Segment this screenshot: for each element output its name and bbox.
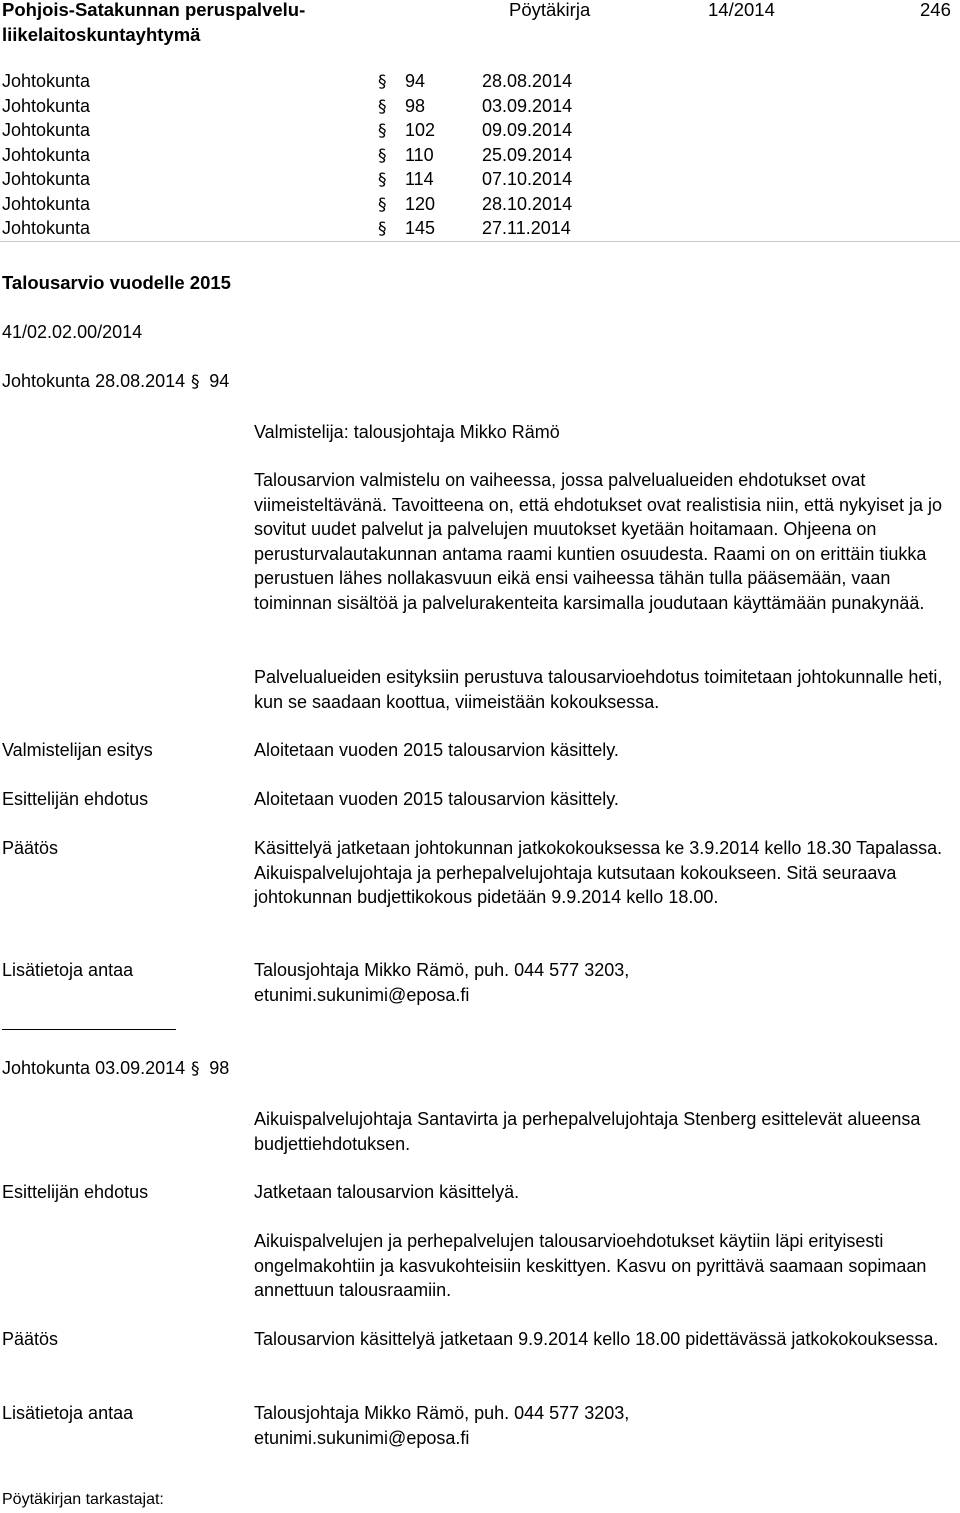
history-paragraph: 120: [405, 193, 436, 214]
divider: [0, 241, 960, 242]
svg-text:§: §: [378, 219, 387, 237]
info-label: Lisätietoja antaa: [2, 1403, 134, 1423]
history-paragraph: 145: [405, 218, 436, 238]
section-icon: [377, 143, 391, 168]
svg-text:§: §: [378, 96, 387, 115]
preparer-proposal: Aloitetaan vuoden 2015 talousarvion käsittely.: [254, 740, 619, 760]
decision-label: Päätös: [2, 1329, 59, 1349]
preparer: Valmistelija: talousjohtaja Mikko Rämö: [254, 422, 560, 442]
section-title: Talousarvio vuodelle 2015: [2, 272, 231, 293]
history-body: Johtokunta: [2, 169, 91, 189]
case-id: 41/02.02.00/2014: [2, 322, 143, 342]
meeting-heading-prefix: Johtokunta 28.08.2014: [2, 371, 186, 391]
svg-text:§: §: [378, 145, 387, 164]
history-paragraph: 102: [405, 120, 436, 140]
body-paragraph: Aikuispalvelujohtaja Santavirta ja perhepalvelujohtaja Stenberg esittelevät alueensa budjettiehdotuksen.: [254, 1109, 921, 1154]
meeting-heading-paragraph: 94: [209, 371, 230, 391]
meeting-heading-paragraph: 98: [209, 1058, 230, 1078]
organization-name: Pohjois-Satakunnan peruspalvelu-liikelaitoskuntayhtymä: [2, 0, 306, 45]
presenter-proposal-label: Esittelijän ehdotus: [2, 1182, 149, 1202]
section-icon: [377, 192, 391, 217]
section-icon: [377, 94, 391, 119]
decision-label: Päätös: [2, 838, 59, 858]
section-icon: [190, 1058, 204, 1078]
history-date: 09.09.2014: [482, 120, 573, 140]
history-date: 27.11.2014: [482, 218, 571, 238]
presenter-proposal-label: Esittelijän ehdotus: [2, 789, 149, 809]
reviewers-label: Pöytäkirjan tarkastajat:: [2, 1491, 164, 1508]
document-number: 14/2014: [708, 0, 775, 20]
document-type: Pöytäkirja: [509, 0, 591, 20]
history-body: Johtokunta: [2, 193, 91, 214]
presenter-proposal: Aloitetaan vuoden 2015 talousarvion käsittely.: [254, 789, 619, 809]
history-paragraph: 98: [405, 95, 426, 116]
history-date: 28.08.2014: [482, 71, 573, 91]
svg-text:§: §: [378, 194, 387, 213]
history-paragraph: 94: [405, 71, 426, 91]
meeting-heading-prefix: Johtokunta 03.09.2014: [2, 1058, 186, 1078]
history-body: Johtokunta: [2, 120, 91, 140]
history-body: Johtokunta: [2, 95, 91, 116]
history-body: Johtokunta: [2, 218, 91, 238]
body-paragraph: Aikuispalvelujen ja perhepalvelujen talousarvioehdotukset käytiin läpi erityisesti ongelmakohtiin ja kasvukohteisiin keskittyen. Kasvu on pyrittävä saamaan sopimaan annettuun talousraamiin.: [254, 1231, 927, 1300]
presenter-proposal: Jatketaan talousarvion käsittelyä.: [254, 1182, 520, 1202]
svg-text:§: §: [191, 1059, 200, 1077]
history-date: 03.09.2014: [482, 95, 573, 116]
svg-text:§: §: [378, 72, 387, 90]
section-icon: [377, 118, 391, 143]
info-contact: Talousjohtaja Mikko Rämö, puh. 044 577 3203, etunimi.sukunimi@eposa.fi: [254, 960, 630, 1005]
body-paragraph: Palvelualueiden esityksiin perustuva talousarvioehdotus toimitetaan johtokunnalle heti, kun se saadaan koottua, viimeistään kokouksessa.: [254, 667, 943, 712]
history-body: Johtokunta: [2, 71, 91, 91]
page-number: 246: [920, 0, 951, 20]
meeting-heading: [2, 369, 229, 394]
preparer-proposal-label: Valmistelijan esitys: [2, 740, 153, 760]
info-label: Lisätietoja antaa: [2, 960, 134, 980]
history-paragraph: 110: [405, 144, 434, 165]
section-icon: [190, 371, 204, 391]
history-date: 07.10.2014: [482, 169, 573, 189]
separator-line: [2, 1029, 176, 1030]
history-date: 25.09.2014: [482, 144, 573, 165]
svg-text:§: §: [378, 121, 387, 139]
body-paragraph: Talousarvion valmistelu on vaiheessa, jossa palvelualueiden ehdotukset ovat viimeisteltävänä. Tavoitteena on, että ehdotukset ovat realistisia niin, että nykyiset ja jo sovitut uudet palvelut ja palvelujen muutokset kyetään hoitamaan. Ohjeena on perusturvalautakunnan antama raami kuntien osuudesta. Raami on on erittäin tiukka perustuen lähes nollakasvuun eikä ensi vaiheessa tähän tulla pääsemään, vaan toiminnan sisältöä ja palvelurakenteita karsimalla joudutaan käyttämään punakynää.: [254, 470, 943, 613]
meeting-heading: [2, 1056, 229, 1081]
history-date: 28.10.2014: [482, 193, 573, 214]
section-icon: [377, 69, 391, 94]
section-icon: [377, 216, 391, 241]
history-body: Johtokunta: [2, 144, 91, 165]
svg-text:§: §: [191, 372, 200, 390]
info-contact: Talousjohtaja Mikko Rämö, puh. 044 577 3203, etunimi.sukunimi@eposa.fi: [254, 1403, 630, 1448]
history-paragraph: 114: [405, 169, 434, 189]
decision: Talousarvion käsittelyä jatketaan 9.9.2014 kello 18.00 pidettävässä jatkokokouksessa.: [254, 1329, 939, 1349]
decision: Käsittelyä jatketaan johtokunnan jatkokokouksessa ke 3.9.2014 kello 18.30 Tapalassa. Aikuispalvelujohtaja ja perhepalvelujohtaja kutsutaan kokoukseen. Sitä seuraava johtokunnan budjettikokous pidetään 9.9.2014 kello 18.00.: [254, 838, 943, 907]
section-icon: [377, 167, 391, 192]
svg-text:§: §: [378, 170, 387, 188]
